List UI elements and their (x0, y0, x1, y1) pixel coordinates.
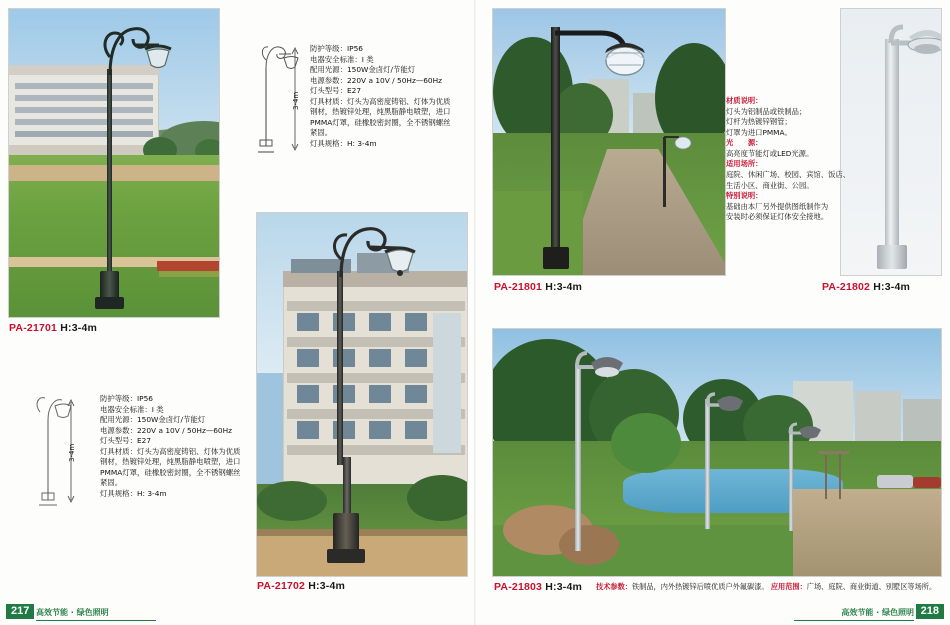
page-number-right: 218 (916, 604, 944, 619)
footer-rule-right (794, 620, 914, 621)
lamp-head-graphic (557, 341, 637, 385)
lamp-head-graphic (689, 381, 753, 419)
footer-text-right: 高效节能 · 绿色照明 (841, 608, 914, 617)
distant-lamp-icon (657, 129, 697, 155)
spec-text-pa-21702: 防护等级：IP56 电器安全标准：I 类 配用光源：150W金卤灯/节能灯 电源参数：220V a 10V / 50Hz—60Hz 灯头型号：E27 灯具材质：灯头为高密度铸铝、灯体为优质 钢材，热镀锌处理，纯黑脂静电喷塑，进口 PMMA灯罩，硅橡胶密封圈，全不锈钢螺丝 紧固。 灯具规格：H: 3-4m (100, 394, 241, 498)
caption-pa-21802: PA-21802 H:3-4m (822, 281, 911, 293)
page-number-left: 217 (6, 604, 34, 619)
product-photo-pa-21801 (492, 8, 726, 276)
lamp-head-graphic (871, 15, 942, 69)
product-photo-pa-21803 (492, 328, 942, 577)
footer-text-left: 高效节能 · 绿色照明 (36, 608, 109, 617)
lamp-head-graphic (775, 413, 829, 445)
spec-text-pa-21701: 防护等级：IP56 电器安全标准：I 类 配用光源：150W金卤灯/节能灯 电源参数：220V a 10V / 50Hz—60Hz 灯头型号：E27 灯具材质：灯头为高密度铸铝、灯体为优质 钢材，热镀锌处理，纯黑脂静电喷塑，进口 PMMA灯罩，硅橡胶密封圈，全不锈钢螺丝 紧固。 灯具规格：H: 3-4m (310, 44, 451, 148)
notes-pa-21802: 材质说明： 灯头为铝制品或铁制品； 灯杆为热镀锌钢管； 灯罩为进口PMMA。 光 源： 高亮度节能灯或LED光源。 适用场所： 庭院、休闲广场、校园、宾馆、饭店、 生活小区、商业街、公园。 特别说明： 基础由本厂另外提供图纸制作为 安装时必须保证灯体安全接地。 (726, 96, 851, 222)
product-photo-pa-21701 (8, 8, 220, 318)
caption-pa-21801: PA-21801 H:3-4m (494, 281, 583, 293)
lamp-head-graphic (313, 217, 423, 297)
lamp-head-graphic (83, 17, 173, 87)
caption-pa-21701: PA-21701 H:3-4m (9, 322, 98, 334)
dimension-label-pa-21702: 3-4m (68, 443, 76, 462)
page-gutter (474, 0, 476, 625)
lamp-head-graphic (547, 13, 647, 85)
caption-pa-21702: PA-21702 H:3-4m (257, 580, 346, 592)
product-photo-pa-21702 (256, 212, 468, 577)
bottom-note-pa-21803: 技术参数：铁制品，内外热镀锌后喷优质户外氟碳漆。 应用范围：广场、庭院、商业街道、别墅区等场所。 (596, 582, 937, 591)
caption-pa-21803: PA-21803 H:3-4m (494, 581, 583, 593)
footer-rule-left (36, 620, 156, 621)
dimension-label-pa-21701: 3-4m (292, 91, 300, 110)
